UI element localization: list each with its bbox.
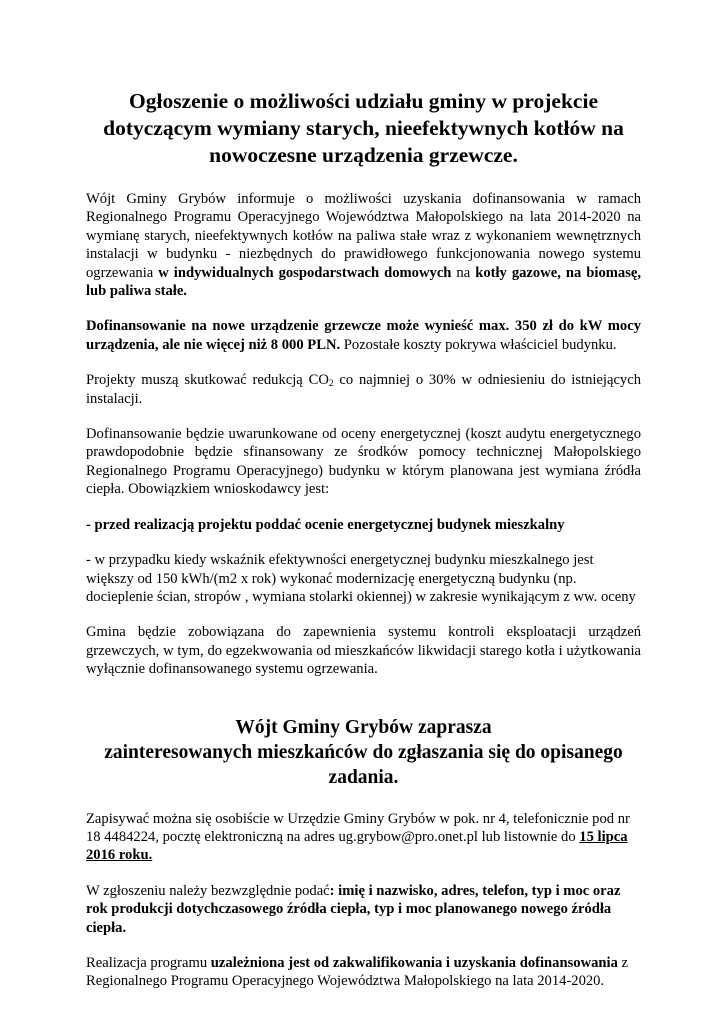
invitation-line-1: Wójt Gminy Grybów zaprasza — [235, 716, 492, 738]
realization-text-2: z Regionalnego Programu Operacyjnego Województwa Małopolskiego na lata 2014-2020. — [86, 954, 629, 990]
application-text: W zgłoszeniu należy bezwzględnie podać — [86, 882, 330, 899]
funding-bold: Dofinansowanie na nowe urządzenie grzewcze może wynieść max. 350 zł do kW mocy urządzenia, ale nie więcej niż 8 000 PLN. — [86, 318, 641, 353]
realization-text-1: Realizacja programu — [86, 954, 211, 971]
registration-deadline: 15 lipca 2016 roku. — [86, 828, 628, 864]
intro-text-1: Wójt Gminy Grybów informuje o możliwości uzyskania dofinansowania w ramach Regionalnego Programu Operacyjnego Województwa Małopolskiego na lata 2014-2020 na wymianę starych, nieefektywnych kotłów na paliwa stałe wraz z wykonaniem wewnętrznych instalacji w budynku - niezbędnych do prawidłowego funkcjonowania nowego systemu ogrzewania — [86, 191, 641, 281]
paragraph-application-details — [86, 882, 641, 937]
paragraph-co2 — [86, 371, 641, 408]
paragraph-audit: Dofinansowanie będzie uwarunkowane od oceny energetycznej (koszt audytu energetycznego prawdopodobnie będzie sfinansowany ze środków pomocy technicznej Małopolskiego Regionalnego Programu Operacyjnego) budynku w którym planowana jest wymiana źródła ciepła. Obowiązkiem wnioskodawcy jest: — [86, 426, 641, 498]
invitation-line-2: zainteresowanych mieszkańców do zgłaszania się do opisanego zadania. — [104, 741, 623, 788]
co2-subscript: 2 — [328, 379, 334, 390]
intro-text-2: na — [451, 264, 476, 281]
paragraph-funding — [86, 317, 641, 354]
application-bold: : imię i nazwisko, adres, telefon, typ i moc oraz rok produkcji dotychczasowego źródła ciepła, typ i moc planowanego nowego źródła ciepła. — [86, 882, 621, 936]
co2-text-1: Projekty muszą skutkować redukcją CO — [86, 372, 329, 389]
co2-text-2: co najmniej o 30% w odniesieniu do istniejących instalacji. — [86, 372, 641, 407]
funding-text: Pozostałe koszty pokrywa właściciel budynku. — [340, 336, 617, 353]
page-title: Ogłoszenie o możliwości udziału gminy w projekcie dotyczącym wymiany starych, nieefektywnych kotłów na nowoczesne urządzenia grzewcze. — [103, 89, 624, 167]
paragraph-intro — [86, 190, 641, 300]
paragraph-registration — [86, 810, 641, 865]
intro-bold-boilers: kotły gazowe, na biomasę, lub paliwa stałe. — [86, 264, 641, 300]
paragraph-realization — [86, 954, 641, 991]
requirement-1-bold: - przed realizacją projektu poddać ocenie energetycznej budynek mieszkalny — [86, 516, 565, 533]
paragraph-requirement-1 — [86, 516, 641, 534]
realization-bold: uzależniona jest od zakwalifikowania i uzyskania dofinansowania — [210, 954, 618, 971]
paragraph-requirement-2: - w przypadku kiedy wskaźnik efektywności energetycznej budynku mieszkalnego jest większy od 150 kWh/(m2 x rok) wykonać modernizację energetyczną budynku (np. docieplenie ścian, stropów , wymiana stolarki okiennej) w zakresie wynikającym z ww. oceny — [86, 552, 636, 605]
intro-bold-households: w indywidualnych gospodarstwach domowych — [158, 264, 452, 281]
registration-text: Zapisywać można się osobiście w Urzędzie Gminy Grybów w pok. nr 4, telefonicznie pod nr 18 4484224, pocztę elektroniczną na adres ug.grybow@pro.onet.pl lub listownie do — [86, 810, 630, 845]
invitation-heading — [86, 715, 641, 790]
paragraph-control: Gmina będzie zobowiązana do zapewnienia systemu kontroli eksploatacji urządzeń grzewczych, w tym, do egzekwowania od mieszkańców likwidacji starego kotła i użytkowania wyłącznie dofinansowanego systemu ogrzewania. — [86, 624, 641, 678]
